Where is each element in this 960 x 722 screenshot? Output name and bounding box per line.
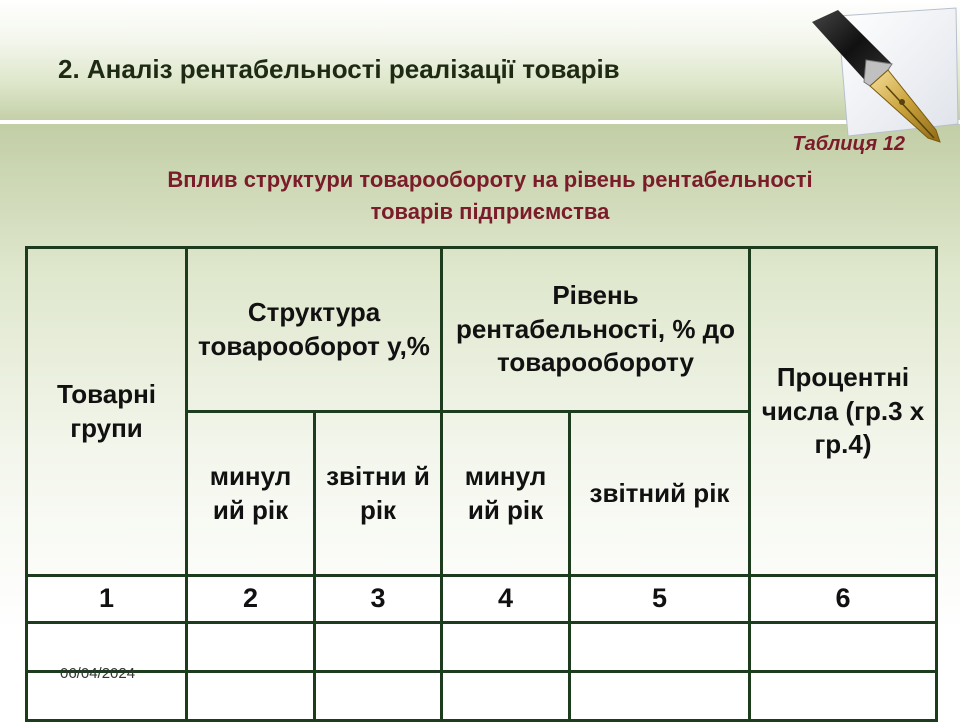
table-cell	[315, 623, 442, 672]
header-percent-numbers: Процентні числа (гр.3 х гр.4)	[750, 248, 937, 576]
table-cell	[187, 623, 315, 672]
table-row	[27, 672, 937, 721]
profitability-table	[25, 246, 938, 722]
table-row	[27, 623, 937, 672]
table-caption-line-2: товарів підприємства	[370, 199, 610, 224]
table-cell	[442, 672, 570, 721]
header-structure-prev-year: минул ий рік	[187, 412, 315, 576]
table-cell	[570, 623, 750, 672]
column-number: 4	[442, 576, 570, 623]
table-cell	[570, 672, 750, 721]
table-cell	[442, 623, 570, 672]
table-caption	[70, 164, 910, 228]
table-cell	[187, 672, 315, 721]
header-profitability-report-year: звітний рік	[570, 412, 750, 576]
page-title: 2. Аналіз рентабельності реалізації товарів	[58, 54, 620, 84]
column-number: 2	[187, 576, 315, 623]
header-profitability-level: Рівень рентабельності, % до товарообороту	[442, 248, 750, 412]
table-caption-line-1: Вплив структури товарообороту на рівень рентабельності	[167, 167, 813, 192]
date-stamp: 06/04/2024	[60, 665, 136, 682]
table-cell	[750, 623, 937, 672]
table-cell	[315, 672, 442, 721]
header-structure-report-year: звітни й рік	[315, 412, 442, 576]
column-number: 6	[750, 576, 937, 623]
column-number-row	[27, 576, 937, 623]
table-number: Таблиця 12	[792, 133, 905, 155]
column-number: 5	[570, 576, 750, 623]
column-number: 1	[27, 576, 187, 623]
header-profitability-prev-year: минул ий рік	[442, 412, 570, 576]
header-turnover-structure: Структура товарооборот у,%	[187, 248, 442, 412]
fountain-pen-icon	[808, 6, 960, 146]
table-cell	[750, 672, 937, 721]
header-product-groups: Товарні групи	[27, 248, 187, 576]
column-number: 3	[315, 576, 442, 623]
